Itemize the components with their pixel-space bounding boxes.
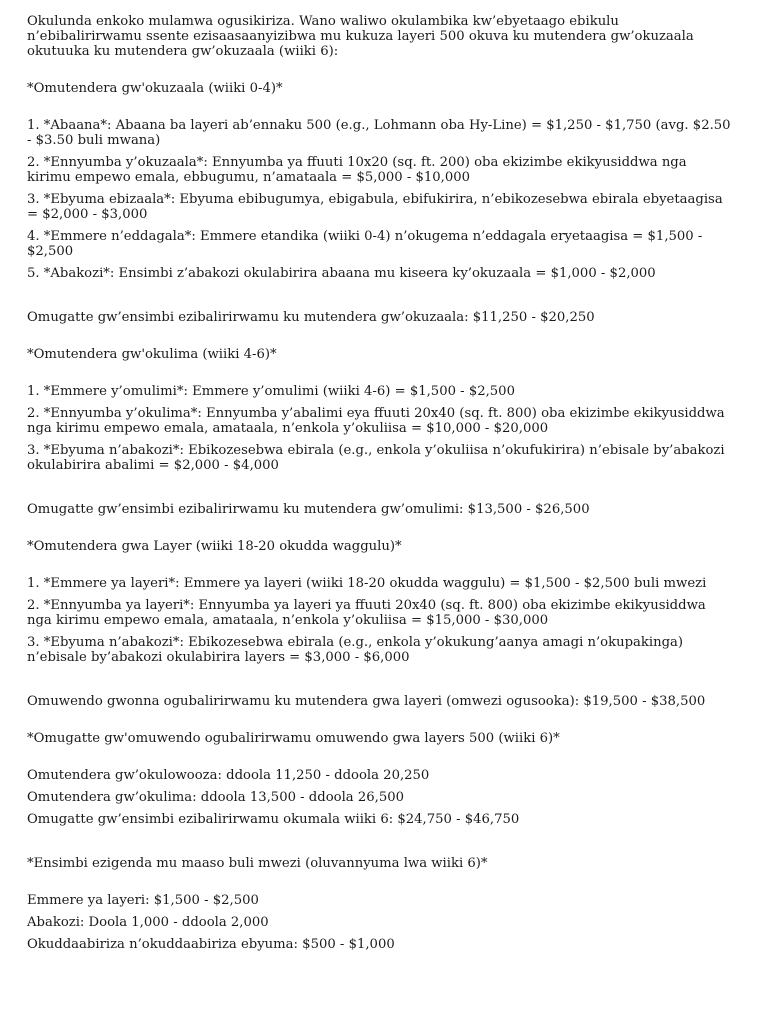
section-total-grower: Omugatte gw’ensimbi ezibalirirwamu ku mutendera gw’omulimi: $13,500 - $26,500 (27, 502, 590, 517)
section-heading-brooding: *Omutendera gw'okuzaala (wiiki 0-4)* (27, 81, 283, 96)
monthly-line: Okuddaabiriza n’okuddaabiriza ebyuma: $500 - $1,000 (27, 937, 395, 952)
list-item: 3. *Ebyuma ebizaala*: Ebyuma ebibugumya, ebigabula, ebifukirira, n’ebikozesebwa ebirala ebyetaagisa = $2,000 - $3,000 (27, 192, 723, 222)
summary-line: Omutendera gw’okulima: ddoola 13,500 - ddoola 26,500 (27, 790, 404, 805)
list-item: 1. *Abaana*: Abaana ba layeri ab’ennaku 500 (e.g., Lohmann oba Hy-Line) = $1,250 - $1,750 (avg. $2.50 - $3.50 buli mwana) (27, 118, 731, 148)
list-item: 1. *Emmere y’omulimi*: Emmere y’omulimi (wiiki 4-6) = $1,500 - $2,500 (27, 384, 515, 399)
section-heading-summary: *Omugatte gw'omuwendo ogubalirirwamu omuwendo gwa layers 500 (wiiki 6)* (27, 731, 560, 746)
summary-line: Omugatte gw’ensimbi ezibalirirwamu okumala wiiki 6: $24,750 - $46,750 (27, 812, 520, 827)
section-heading-layer: *Omutendera gwa Layer (wiiki 18-20 okudda waggulu)* (27, 539, 402, 554)
list-item: 2. *Ennyumba y’okulima*: Ennyumba y’abalimi eya ffuuti 20x40 (sq. ft. 800) oba ekizimbe ekikyusiddwa nga kirimu empewo emala, amataala, n’enkola y’okuliisa = $10,000 - $20,000 (27, 406, 725, 436)
section-heading-grower: *Omutendera gw'okulima (wiiki 4-6)* (27, 347, 277, 362)
summary-line: Omutendera gw’okulowooza: ddoola 11,250 - ddoola 20,250 (27, 768, 430, 783)
monthly-line: Abakozi: Doola 1,000 - ddoola 2,000 (27, 915, 269, 930)
list-item: 2. *Ennyumba y’okuzaala*: Ennyumba ya ffuuti 10x20 (sq. ft. 200) oba ekizimbe ekikyusiddwa nga kirimu empewo emala, ebbugumu, n’amataala = $5,000 - $10,000 (27, 155, 687, 185)
intro-paragraph: Okulunda enkoko mulamwa ogusikiriza. Wano waliwo okulambika kw’ebyetaago ebikulu n’ebibalirirwamu ssente ezisaasaanyizibwa mu kukuza layeri 500 okuva ku mutendera gw’okuzaala okutuuka ku mutendera gw’okuzaala (wiiki 6): (27, 14, 694, 59)
section-total-brooding: Omugatte gw’ensimbi ezibalirirwamu ku mutendera gw’okuzaala: $11,250 - $20,250 (27, 310, 595, 325)
list-item: 3. *Ebyuma n’abakozi*: Ebikozesebwa ebirala (e.g., enkola y’okukung’aanya amagi n’okupakinga) n’ebisale by’abakozi okulabirira layers = $3,000 - $6,000 (27, 635, 684, 665)
section-heading-monthly: *Ensimbi ezigenda mu maaso buli mwezi (oluvannyuma lwa wiiki 6)* (27, 856, 488, 871)
list-item: 1. *Emmere ya layeri*: Emmere ya layeri (wiiki 18-20 okudda waggulu) = $1,500 - $2,500 buli mwezi (27, 576, 707, 591)
list-item: 3. *Ebyuma n’abakozi*: Ebikozesebwa ebirala (e.g., enkola y’okuliisa n’okufukirira) n’ebisale by’abakozi okulabirira abalimi = $2,000 - $4,000 (27, 443, 725, 473)
list-item: 5. *Abakozi*: Ensimbi z’abakozi okulabirira abaana mu kiseera ky’okuzaala = $1,000 - $2,000 (27, 266, 656, 281)
list-item: 4. *Emmere n’eddagala*: Emmere etandika (wiiki 0-4) n’okugema n’eddagala eryetaagisa = $1,500 - $2,500 (27, 229, 703, 259)
monthly-line: Emmere ya layeri: $1,500 - $2,500 (27, 893, 259, 908)
section-total-layer: Omuwendo gwonna ogubalirirwamu ku mutendera gwa layeri (omwezi ogusooka): $19,500 - $38,500 (27, 694, 706, 709)
list-item: 2. *Ennyumba ya layeri*: Ennyumba ya layeri ya ffuuti 20x40 (sq. ft. 800) oba ekizimbe ekikyusiddwa nga kirimu empewo emala, amataala, n’enkola y’okuliisa = $15,000 - $30,000 (27, 598, 706, 628)
